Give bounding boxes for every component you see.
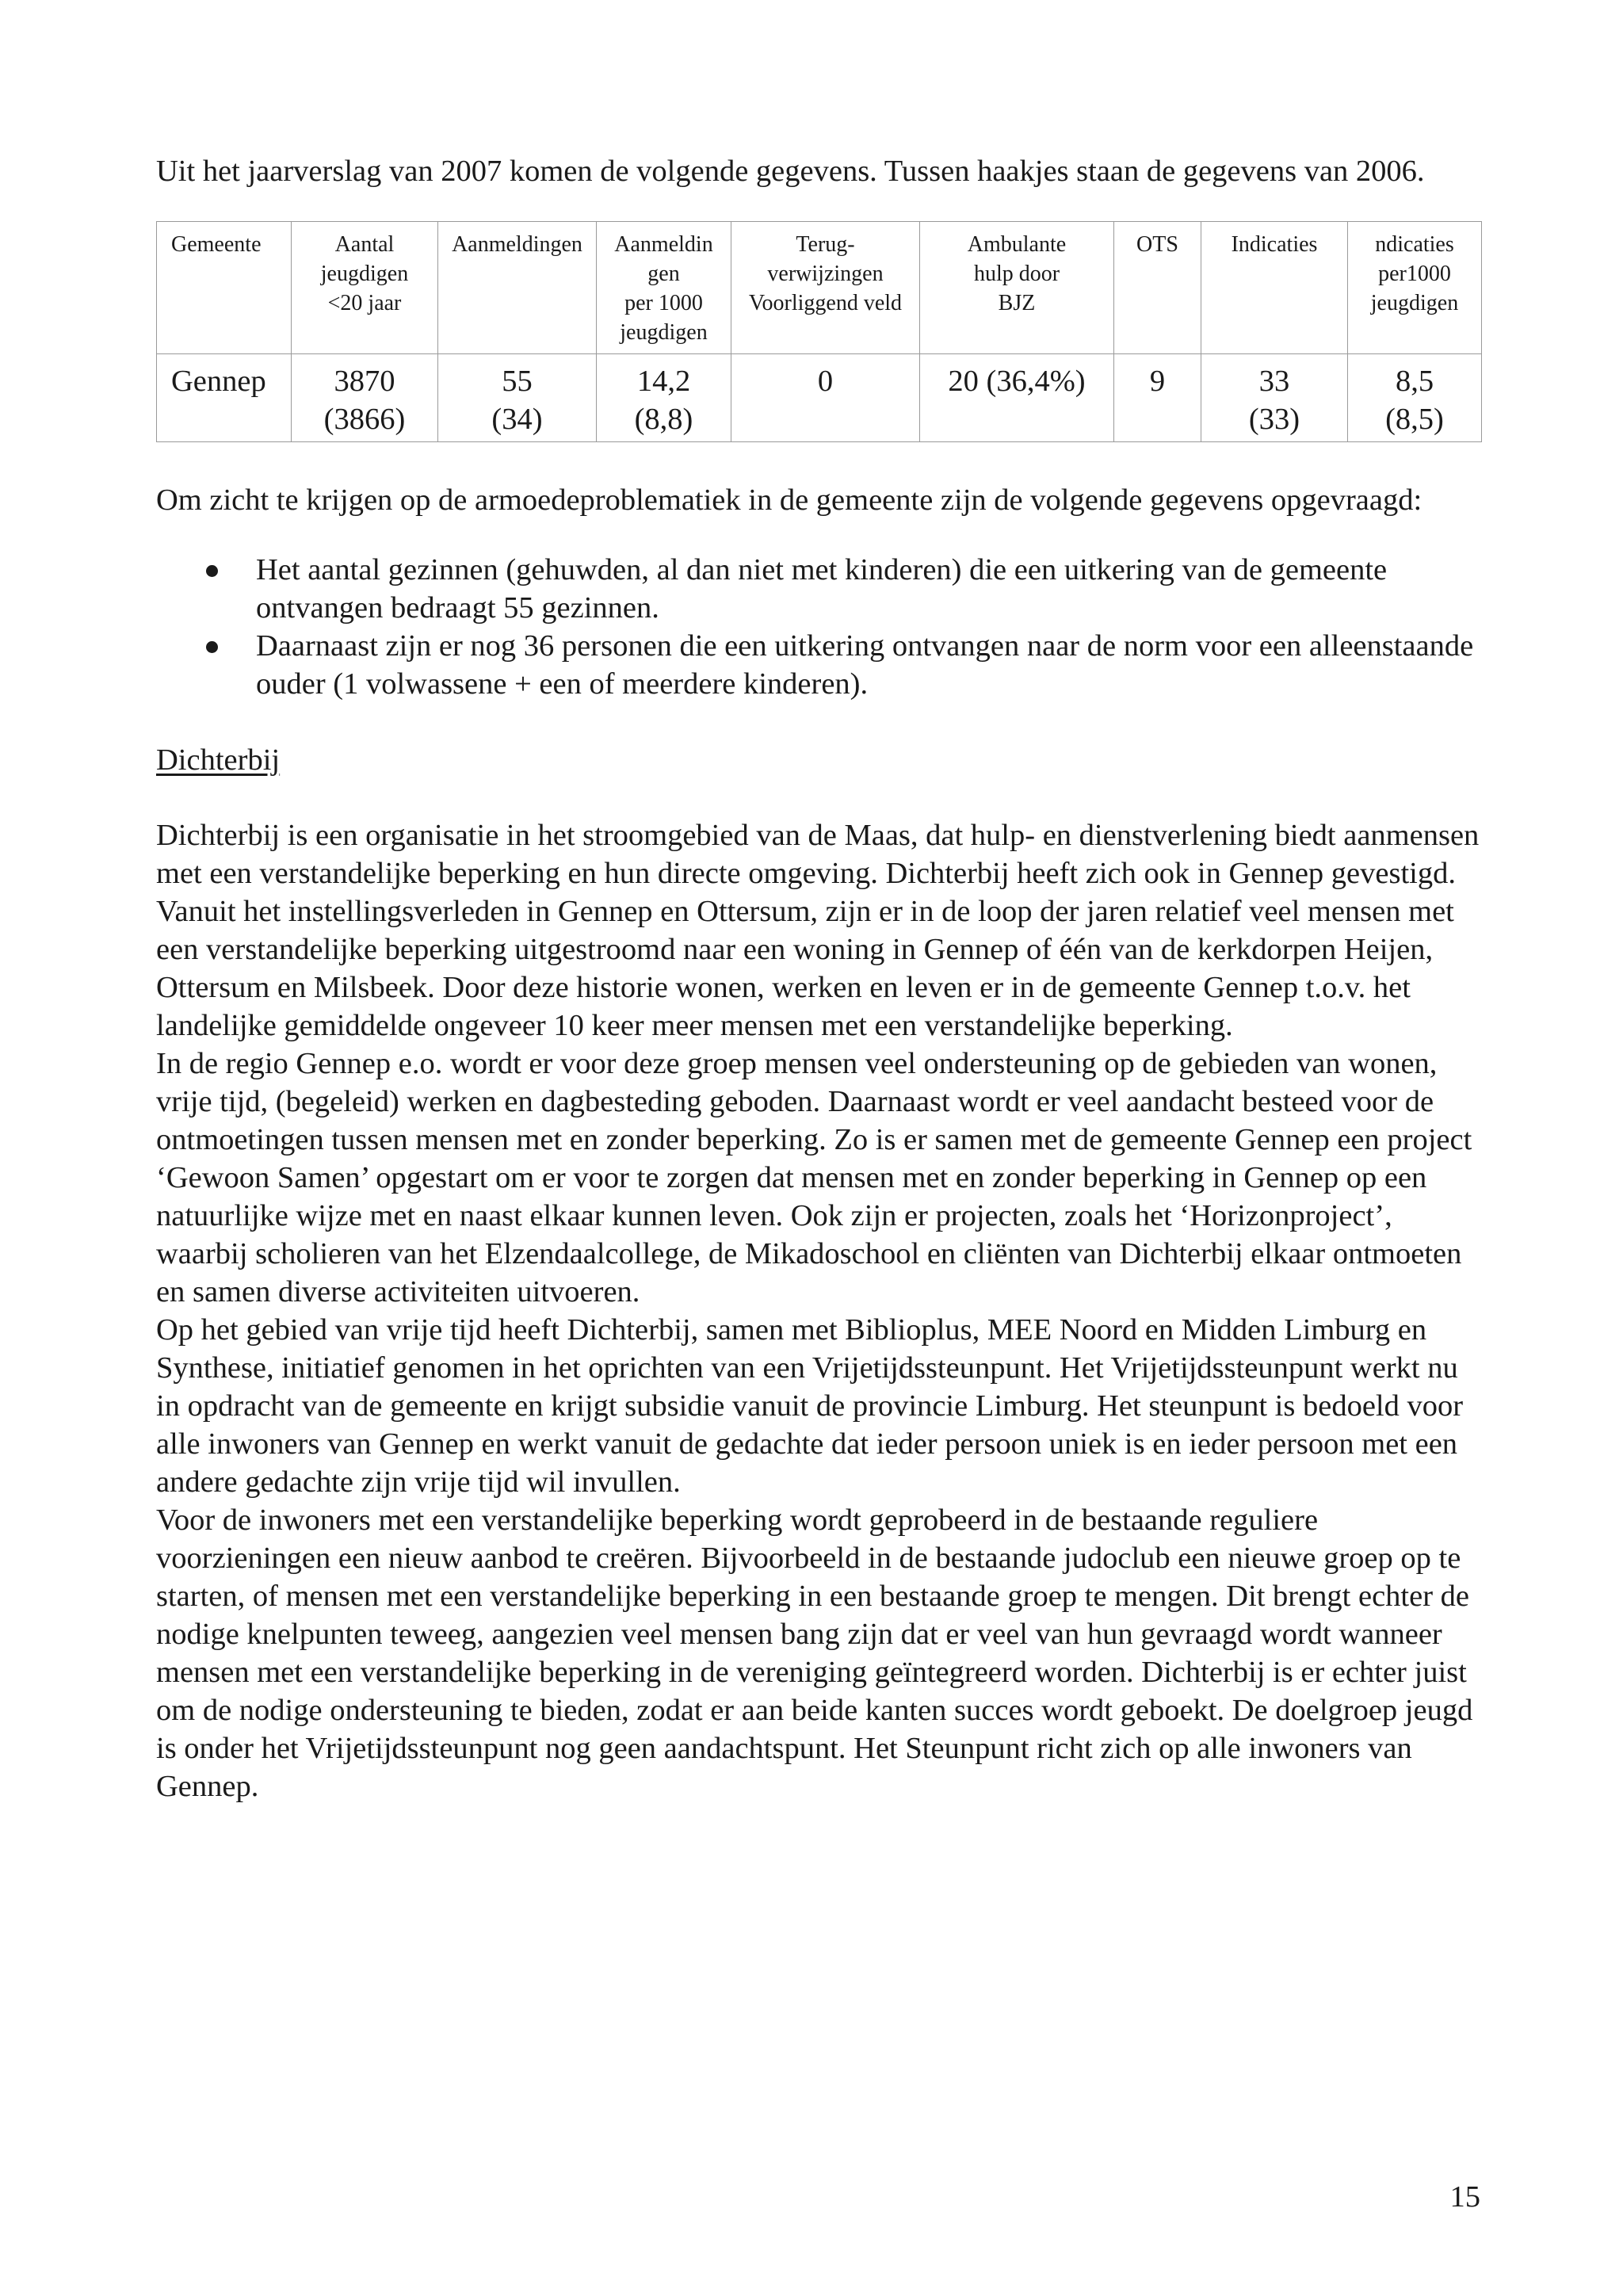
header-terugverwijzingen: Terug- verwijzingen Voorliggend veld [731, 222, 920, 354]
body-paragraph: Dichterbij is een organisatie in het stroomgebied van de Maas, dat hulp- en dienstverlening biedt aanmensen met een verstandelijke beperking en hun directe omgeving. Dichterbij heeft zich ook in Gennep gevestigd. Vanuit het instellingsverleden in Gennep en Ottersum, zijn er in de loop der jaren relatief veel mensen met een verstandelijke beperking uitgestroomd naar een woning in Gennep of één van de kerkdorpen Heijen, Ottersum en Milsbeek. Door deze historie wonen, werken en leven er in de gemeente Gennep t.o.v. het landelijke gemiddelde ongeveer 10 keer meer mensen met een verstandelijke beperking. [156, 819, 1480, 1042]
cell-aantal-jeugdigen: 3870 (3866) [292, 354, 438, 442]
header-aantal-jeugdigen: Aantal jeugdigen <20 jaar [292, 222, 438, 354]
cell-gemeente: Gennep [157, 354, 292, 442]
youth-statistics-table [156, 221, 1482, 442]
header-ambulante-hulp: Ambulante hulp door BJZ [920, 222, 1114, 354]
cell-aanmeldingen-per-1000: 14,2 (8,8) [597, 354, 731, 442]
body-paragraph: In de regio Gennep e.o. wordt er voor deze groep mensen veel ondersteuning op de gebieden van wonen, vrije tijd, (begeleid) werken en dagbesteding geboden. Daarnaast wordt er veel aandacht besteed voor de ontmoetingen tussen mensen met en zonder beperking. Zo is er samen met de gemeente Gennep een project ‘Gewoon Samen’ opgestart om er voor te zorgen dat mensen met en zonder beperking in Gennep op een natuurlijke wijze met en naast elkaar kunnen leven. Ook zijn er projecten, zoals het ‘Horizonproject’, waarbij scholieren van het Elzendaalcollege, de Mikadoschool en cliënten van Dichterbij elkaar ontmoeten en samen diverse activiteiten uitvoeren. [156, 1047, 1472, 1308]
intro-paragraph: Uit het jaarverslag van 2007 komen de volgende gegevens. Tussen haakjes staan de gegevens van 2006. [156, 155, 1425, 188]
header-aanmeldingen-per-1000: Aanmeldin gen per 1000 jeugdigen [597, 222, 731, 354]
list-item: Het aantal gezinnen (gehuwden, al dan niet met kinderen) die een uitkering van de gemeente ontvangen bedraagt 55 gezinnen. [156, 551, 1481, 627]
body-paragraph: Voor de inwoners met een verstandelijke beperking wordt geprobeerd in de bestaande reguliere voorzieningen een nieuw aanbod te creëren. Bijvoorbeeld in de bestaande judoclub een nieuwe groep op te starten, of mensen met een verstandelijke beperking in een bestaande groep te mengen. Dit brengt echter de nodige knelpunten teweeg, aangezien veel mensen bang zijn dat er veel van hun gevraagd wordt wanneer mensen met een verstandelijke beperking in de vereniging geïntegreerd worden. Dichterbij is er echter juist om de nodige ondersteuning te bieden, zodat er aan beide kanten succes wordt geboekt. De doelgroep jeugd is onder het Vrijetijdssteunpunt nog geen aandachtspunt. Het Steunpunt richt zich op alle inwoners van Gennep. [156, 1503, 1473, 1803]
bullet-icon [206, 565, 218, 577]
header-indicaties: Indicaties [1201, 222, 1348, 354]
armoede-intro-paragraph: Om zicht te krijgen op de armoedeproblematiek in de gemeente zijn de volgende gegevens opgevraagd: [156, 483, 1423, 517]
cell-indicaties-per-1000: 8,5 (8,5) [1348, 354, 1482, 442]
cell-ambulante-hulp: 20 (36,4%) [920, 354, 1114, 442]
bullet-icon [206, 641, 218, 653]
section-heading-dichterbij: Dichterbij [156, 743, 281, 777]
armoede-bullet-list [156, 551, 1481, 703]
table-row [157, 354, 1482, 442]
cell-ots: 9 [1114, 354, 1201, 442]
header-gemeente: Gemeente [157, 222, 292, 354]
list-item: Daarnaast zijn er nog 36 personen die een uitkering ontvangen naar de norm voor een alleenstaande ouder (1 volwassene + een of meerdere kinderen). [156, 627, 1481, 703]
page-number: 15 [1449, 2180, 1480, 2214]
header-aanmeldingen: Aanmeldingen [438, 222, 597, 354]
cell-indicaties: 33 (33) [1201, 354, 1348, 442]
document-page [156, 152, 1481, 1805]
cell-terugverwijzingen: 0 [731, 354, 920, 442]
table-header-row [157, 222, 1482, 354]
cell-aanmeldingen: 55 (34) [438, 354, 597, 442]
header-ots: OTS [1114, 222, 1201, 354]
header-indicaties-per-1000: ndicaties per1000 jeugdigen [1348, 222, 1482, 354]
body-paragraph: Op het gebied van vrije tijd heeft Dichterbij, samen met Biblioplus, MEE Noord en Midden Limburg en Synthese, initiatief genomen in het oprichten van een Vrijetijdssteunpunt. Het Vrijetijdssteunpunt werkt nu in opdracht van de gemeente en krijgt subsidie vanuit de provincie Limburg. Het steunpunt is bedoeld voor alle inwoners van Gennep en werkt vanuit de gedachte dat ieder persoon uniek is en ieder persoon met een andere gedachte zijn vrije tijd wil invullen. [156, 1313, 1464, 1499]
